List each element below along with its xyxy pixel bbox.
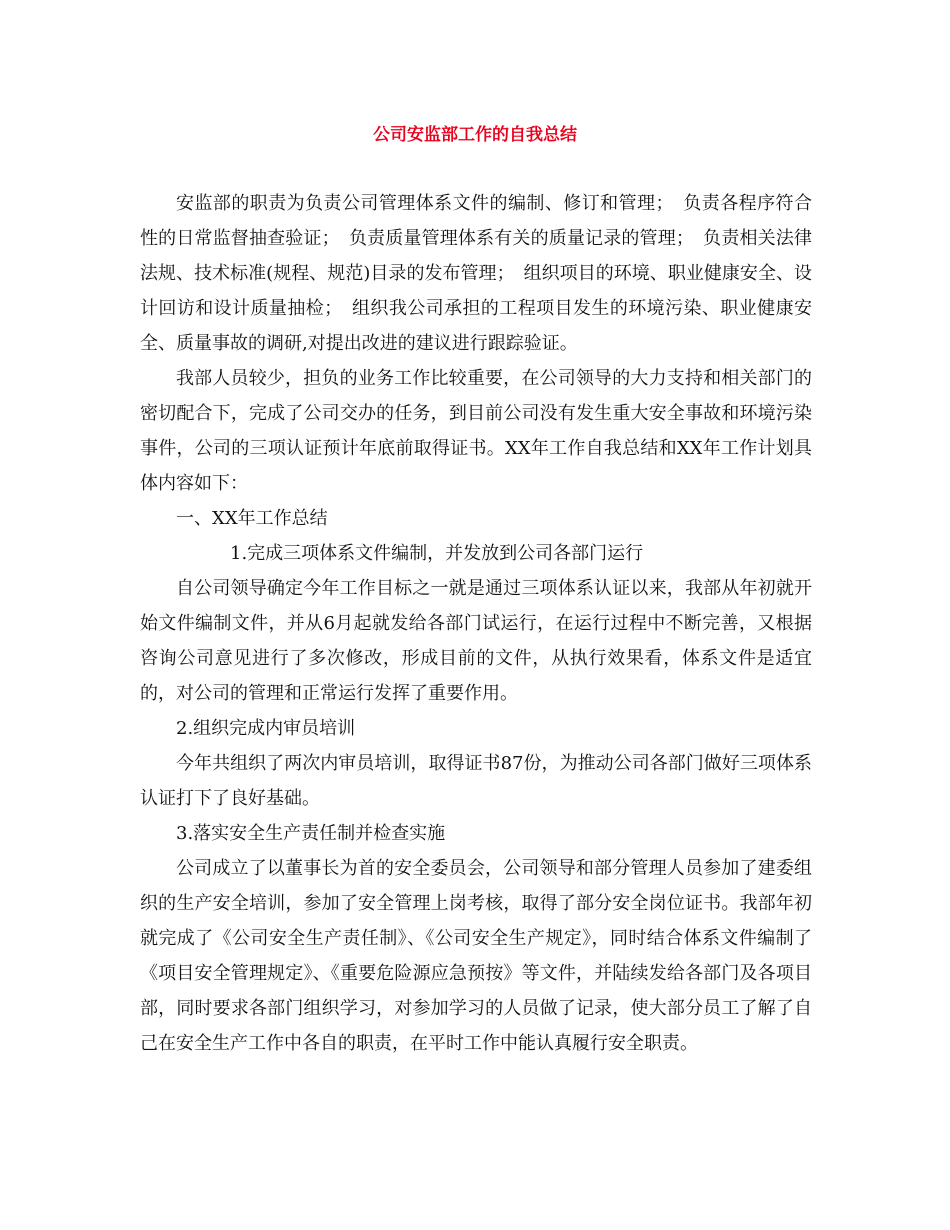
subheading-1: 1.完成三项体系文件编制，并发放到公司各部门运行: [230, 543, 644, 564]
paragraph-3: 公司成立了以董事长为首的安全委员会，公司领导和部分管理人员参加了建委组织的生产安全培训，参加了安全管理上岗考核，取得了部分安全岗位证书。我部年初就完成了《公司安全生产责任制》、《公司安全生产规定》，同时结合体系文件编制了《项目安全管理规定》、《重要危险源应急预按》等文件，并陆续发给各部门及各项目部，同时要求各部门组织学习，对参加学习的人员做了记录，使大部分员工了解了自己在安全生产工作中各自的职责，在平时工作中能认真履行安全职责。: [140, 858, 812, 1054]
subheading-3: 3.落实安全生产责任制并检查实施: [176, 823, 446, 844]
paragraph-2: 今年共组织了两次内审员培训，取得证书87份，为推动公司各部门做好三项体系认证打下了良好基础。: [140, 753, 812, 809]
paragraph-overview: 我部人员较少，担负的业务工作比较重要，在公司领导的大力支持和相关部门的密切配合下，完成了公司交办的任务，到目前公司没有发生重大安全事故和环境污染事件，公司的三项认证预计年底前取得证书。XX年工作自我总结和XX年工作计划具体内容如下：: [140, 368, 812, 494]
document-title: 公司安监部工作的自我总结: [373, 125, 577, 145]
paragraph-1: 自公司领导确定今年工作目标之一就是通过三项体系认证以来，我部从年初就开始文件编制文件，并从6月起就发给各部门试运行，在运行过程中不断完善，又根据咨询公司意见进行了多次修改，形成目前的文件，从执行效果看，体系文件是适宜的，对公司的管理和正常运行发挥了重要作用。: [140, 578, 812, 704]
document-body: [140, 186, 812, 1061]
section-heading-summary: 一、XX年工作总结: [176, 508, 328, 529]
subheading-2: 2.组织完成内审员培训: [176, 718, 356, 739]
paragraph-duties: 安监部的职责为负责公司管理体系文件的编制、修订和管理； 负责各程序符合性的日常监督抽查验证； 负责质量管理体系有关的质量记录的管理； 负责相关法律法规、技术标准(规程、规范)目录的发布管理； 组织项目的环境、职业健康安全、设计回访和设计质量抽检； 组织我公司承担的工程项目发生的环境污染、职业健康安全、质量事故的调研,对提出改进的建议进行跟踪验证。: [140, 193, 812, 354]
